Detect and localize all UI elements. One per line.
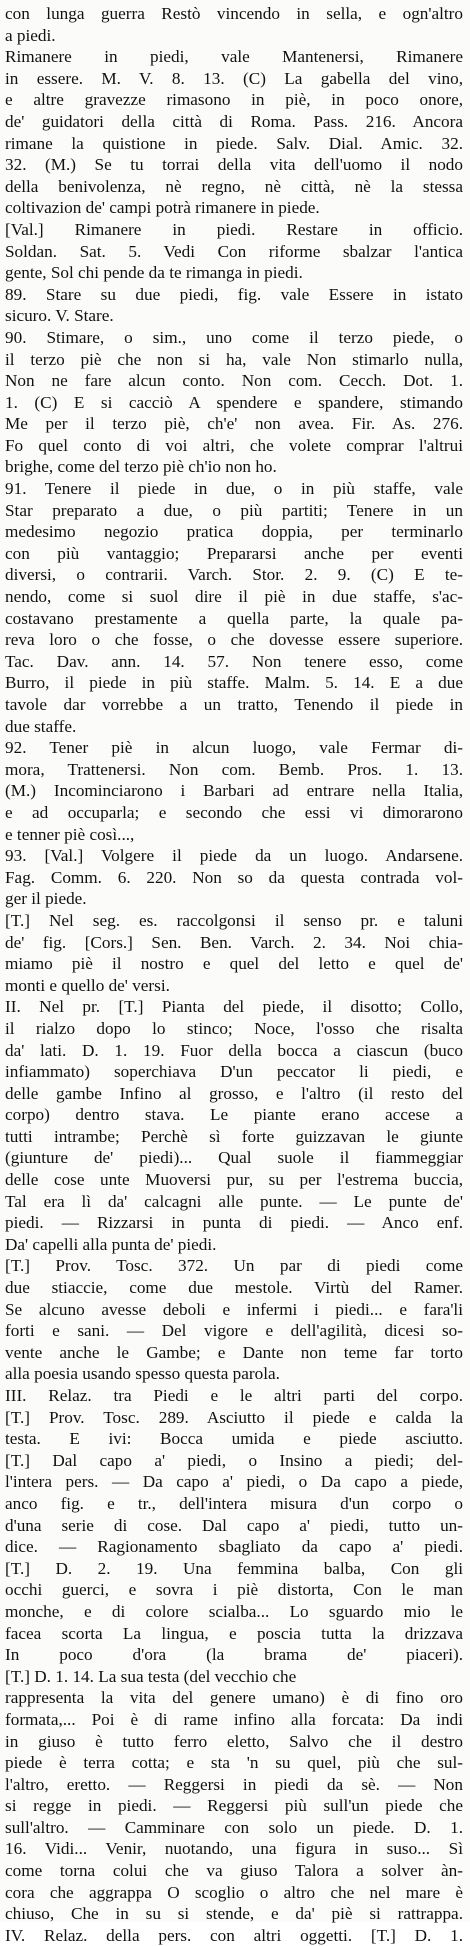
text-line: d'una serie di cose. Dal capo a' piedi, tutto un- xyxy=(5,1515,463,1535)
text-line: [T.] Nel seg. es. raccolgonsi il senso pr. e taluni xyxy=(5,910,463,930)
text-line: de' fig. [Cors.] Sen. Ben. Varch. 2. 34. Noi chia- xyxy=(5,932,463,952)
text-line: Burro, il piede in più staffe. Malm. 5. 14. E a due xyxy=(5,673,463,693)
text-line: mora, Trattenersi. Non com. Bemb. Pros. 1. 13. xyxy=(5,759,463,779)
text-line: tutti intrambe; Perchè sì forte guizzavan le giunte xyxy=(5,1126,463,1146)
text-line: Se alcuno avesse deboli e infermi i piedi... e fara'li xyxy=(5,1299,463,1319)
text-line: costavano prestamente a quella parte, la quale pa- xyxy=(5,608,463,628)
text-line: piedi. — Rizzarsi in punta di piedi. — Anco enf. xyxy=(5,1213,463,1233)
text-line: formata,... Poi è di rame infino alla forcata: Da indi xyxy=(5,1709,463,1729)
text-line: piede è terra cotta; e sta 'n su quel, più che sul- xyxy=(5,1753,463,1773)
text-line: 89. Stare su due piedi, fig. vale Essere in istato xyxy=(5,284,463,304)
text-line: chiuso, Che in su si stende, e da' piè si rattrappa. xyxy=(5,1904,463,1924)
text-line: Star preparato a due, o più partiti; Tenere in un xyxy=(5,500,463,520)
text-line: due staffe. xyxy=(5,716,77,736)
text-line: [Val.] Rimanere in piedi. Restare in officio. xyxy=(5,219,463,239)
text-line: a piedi. xyxy=(5,25,56,45)
text-line: infiammato) soperchiava D'un peccator li piedi, e xyxy=(5,1062,463,1082)
text-line: in essere. M. V. 8. 13. (C) La gabella del vino, xyxy=(5,68,463,88)
text-line: con più vantaggio; Prepararsi anche per eventi xyxy=(5,543,463,563)
text-line: il terzo piè che non si ha, vale Non stimarlo nulla, xyxy=(5,349,463,369)
text-line: [T.] Prov. Tosc. 289. Asciutto il piede e calda la xyxy=(5,1407,463,1427)
text-line: medesimo negozio pratica doppia, per terminarlo xyxy=(5,522,463,542)
text-line: come torna colui che va giuso Talora a solver àn- xyxy=(5,1861,463,1881)
text-line: dice. — Ragionamento sbagliato da capo a' piedi. xyxy=(5,1537,463,1557)
text-line: II. Nel pr. [T.] Pianta del piede, il disotto; Collo, xyxy=(5,997,463,1017)
text-line: sicuro. V. Stare. xyxy=(5,306,114,326)
text-line: 16. Vidi... Venir, nuotando, una figura in suso... Sì xyxy=(5,1839,463,1859)
text-line: monche, e di colore scialba... Lo sguardo mio le xyxy=(5,1601,463,1621)
text-line: l'intera pers. — Da capo a' piedi, o Da capo a piede, xyxy=(5,1472,463,1492)
text-line: e tenner piè così..., xyxy=(5,824,135,844)
text-line: 90. Stimare, o sim., uno come il terzo piede, o xyxy=(5,327,463,347)
text-line: miamo piè il nostro e quel del letto e quel de' xyxy=(5,954,463,974)
text-line: rappresenta la vita del genere umano) è di fino oro xyxy=(5,1688,463,1708)
text-line: due stiaccie, come due mestole. Virtù del Ramer. xyxy=(5,1278,463,1298)
text-line: In poco d'ora (la brama de' piaceri). xyxy=(5,1645,463,1665)
text-line: [T.] Prov. Tosc. 372. Un par di piedi come xyxy=(5,1256,463,1276)
text-line: diversi, o contrarii. Varch. Stor. 2. 9. (C) E te- xyxy=(5,565,463,585)
text-line: [T.] D. 2. 19. Una femmina balba, Con gli xyxy=(5,1558,463,1578)
text-line: corpo) dentro stava. Le piante erano accese a xyxy=(5,1105,463,1125)
text-line: coltivazion de' campi potrà rimanere in piede. xyxy=(5,198,320,218)
text-line: della benivolenza, nè regno, nè città, nè la stessa xyxy=(5,176,463,196)
text-line: da' lati. D. 1. 19. Fuor della bocca a ciascun (buco xyxy=(5,1040,463,1060)
text-line: e ad occuparla; e secondo che essi vi dimorarono xyxy=(5,802,463,822)
text-line: 91. Tenere il piede in due, o in più staffe, vale xyxy=(5,479,463,499)
text-line: brighe, come del terzo piè ch'io non ho. xyxy=(5,457,277,477)
text-line: [T.] Dal capo a' piedi, o Insino a piedi; del- xyxy=(5,1450,463,1470)
text-line: 93. [Val.] Volgere il piede da un luogo. Andarsene. xyxy=(5,846,463,866)
text-line: de' guidatori della città di Roma. Pass. 216. Ancora xyxy=(5,111,463,131)
text-line: occhi guerci, e sovra i piè distorta, Con le man xyxy=(5,1580,463,1600)
text-line: delle cose unte Muoversi pur, su per l'estrema buccia, xyxy=(5,1170,463,1190)
text-line: Me per il terzo piè, ch'e' non avea. Fir. As. 276. xyxy=(5,414,463,434)
text-line: (M.) Incominciarono i Barbari ad entrare nella Italia, xyxy=(5,781,463,801)
text-line: Tal era lì da' calcagni alle punte. — Le punte de' xyxy=(5,1191,463,1211)
text-line: in giuso è tutto ferro eletto, Salvo che il destro xyxy=(5,1731,463,1751)
text-line: rimane la quistione in piede. Salv. Dial. Amic. 32. xyxy=(5,133,463,153)
text-line: delle gambe Infino al grosso, e l'altro (il resto del xyxy=(5,1083,463,1103)
text-line: tavole dar vorrebbe a un tratto, Tenendo il piede in xyxy=(5,695,463,714)
text-line: Fo quel conto di voi altri, che volete comprar l'altrui xyxy=(5,435,463,455)
text-line: facea scorta La lingua, e poscia tutta la drizzava xyxy=(5,1623,463,1643)
text-line: forti e sani. — Del vigore e dell'agilità, dicesi so- xyxy=(5,1321,463,1341)
text-line: l'altro, eretto. — Reggersi in piedi da sè. — Non xyxy=(5,1774,463,1794)
text-line: sull'altro. — Camminare con solo un piede. D. 1. xyxy=(5,1817,463,1837)
text-line: [T.] D. 1. 14. La sua testa (del vecchio che xyxy=(5,1666,297,1686)
text-line: testa. E ivi: Bocca umida e piede asciutto. xyxy=(5,1429,463,1449)
text-line: gente, Sol chi pende da te rimanga in piedi. xyxy=(5,263,303,283)
text-line: con lunga guerra Restò vincendo in sella, e ogn'altro xyxy=(5,4,463,23)
text-line: 1. (C) E si cacciò A spendere e spandere, stimando xyxy=(5,392,463,412)
text-line: vente anche le Gambe; e Dante non teme far torto xyxy=(5,1342,463,1362)
text-line: nendo, come si suol dire il piè in due staffe, s'ac- xyxy=(5,587,463,607)
text-line: il rialzo dopo lo stinco; Noce, l'osso che risalta xyxy=(5,1018,463,1038)
text-line: 92. Tener piè in alcun luogo, vale Fermar di- xyxy=(5,738,463,758)
text-line: e altre gravezze rimasono in piè, in poco onore, xyxy=(5,90,463,110)
text-line: ger il piede. xyxy=(5,889,87,909)
dictionary-entry-text xyxy=(5,3,463,1946)
text-line: 32. (M.) Se tu torrai della vita dell'uomo il nodo xyxy=(5,155,463,175)
text-line: III. Relaz. tra Piedi e le altri parti del corpo. xyxy=(5,1386,463,1405)
text-line: Rimanere in piedi, vale Mantenersi, Rimanere xyxy=(5,47,463,67)
text-line: (giunture de' piedi)... Qual suole il fiammeggiar xyxy=(5,1148,463,1168)
text-line: Fag. Comm. 6. 220. Non so da questa contrada vol- xyxy=(5,867,463,887)
text-line: Soldan. Sat. 5. Vedi Con riforme sbalzar l'antica xyxy=(5,241,463,261)
text-line: Non ne fare alcun conto. Non com. Cecch. Dot. 1. xyxy=(5,371,463,391)
text-line: Da' capelli alla punta de' piedi. xyxy=(5,1234,217,1254)
text-line: IV. Relaz. della pers. con altri oggetti. [T.] D. 1. xyxy=(5,1925,463,1945)
text-line: Tac. Dav. ann. 14. 57. Non tenere esso, come xyxy=(5,651,463,671)
text-line: si regge in piedi. — Reggersi più sull'un piede che xyxy=(5,1796,463,1816)
text-line: monti e quello de' versi. xyxy=(5,975,170,995)
text-line: anco fig. e tr., dell'intera misura d'un corpo o xyxy=(5,1493,463,1513)
text-line: reva loro o che fosse, o che dovesse essere superiore. xyxy=(5,630,463,650)
text-line: cora che aggrappa O scoglio o altro che nel mare è xyxy=(5,1882,463,1902)
text-line: alla poesia usando spesso questa parola. xyxy=(5,1364,280,1384)
